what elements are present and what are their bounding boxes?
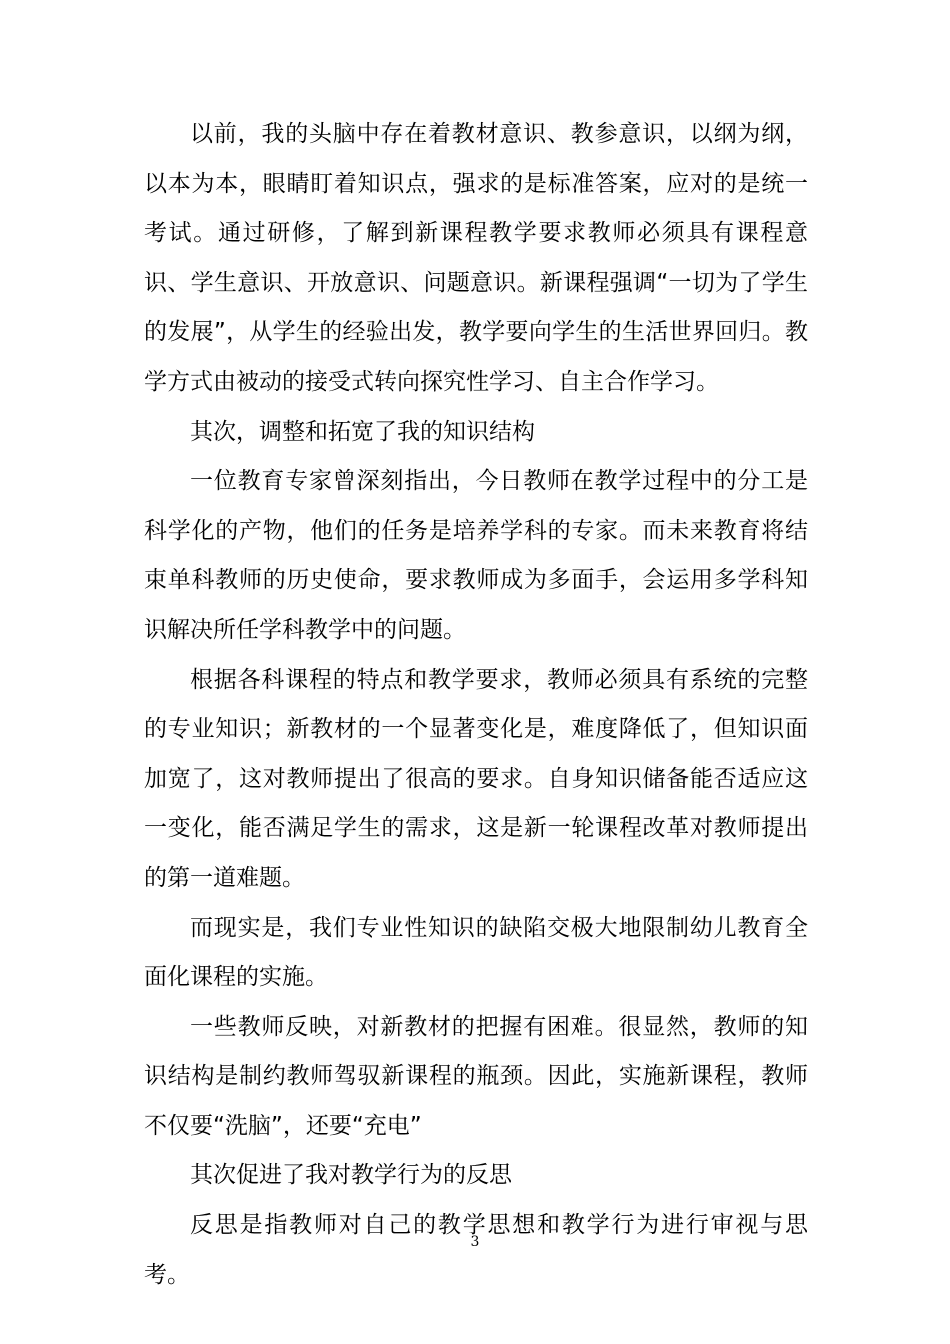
- document-body: [144, 110, 808, 1300]
- paragraph-7: 其次促进了我对教学行为的反思: [190, 1162, 512, 1189]
- paragraph-2: 其次，调整和拓宽了我的知识结构: [190, 418, 535, 445]
- paragraph-6: 一些教师反映，对新教材的把握有困难。很显然，教师的知识结构是制约教师驾驭新课程的瓶颈。因此，实施新课程，教师不仅要“洗脑”，还要“充电”: [144, 1013, 808, 1139]
- paragraph-8: 反思是指教师对自己的教学思想和教学行为进行审视与思考。: [144, 1212, 808, 1288]
- paragraph-3: 一位教育专家曾深刻指出，今日教师在教学过程中的分工是科学化的产物，他们的任务是培养学科的专家。而未来教育将结束单科教师的历史使命，要求教师成为多面手，会运用多学科知识解决所任学科教学中的问题。: [144, 468, 808, 643]
- paragraph-4: 根据各科课程的特点和教学要求，教师必须具有系统的完整的专业知识；新教材的一个显著变化是，难度降低了，但知识面加宽了，这对教师提出了很高的要求。自身知识储备能否适应这一变化，能否满足学生的需求，这是新一轮课程改革对教师提出的第一道难题。: [144, 666, 808, 891]
- page-number: 3: [470, 1234, 480, 1250]
- paragraph-5: 而现实是，我们专业性知识的缺陷交极大地限制幼儿教育全面化课程的实施。: [144, 914, 808, 991]
- paragraph-1: 以前，我的头脑中存在着教材意识、教参意识，以纲为纲，以本为本，眼睛盯着知识点，强求的是标准答案，应对的是统一考试。通过研修，了解到新课程教学要求教师必须具有课程意识、学生意识、开放意识、问题意识。新课程强调“一切为了学生的发展”，从学生的经验出发，教学要向学生的生活世界回归。教学方式由被动的接受式转向探究性学习、自主合作学习。: [144, 121, 808, 395]
